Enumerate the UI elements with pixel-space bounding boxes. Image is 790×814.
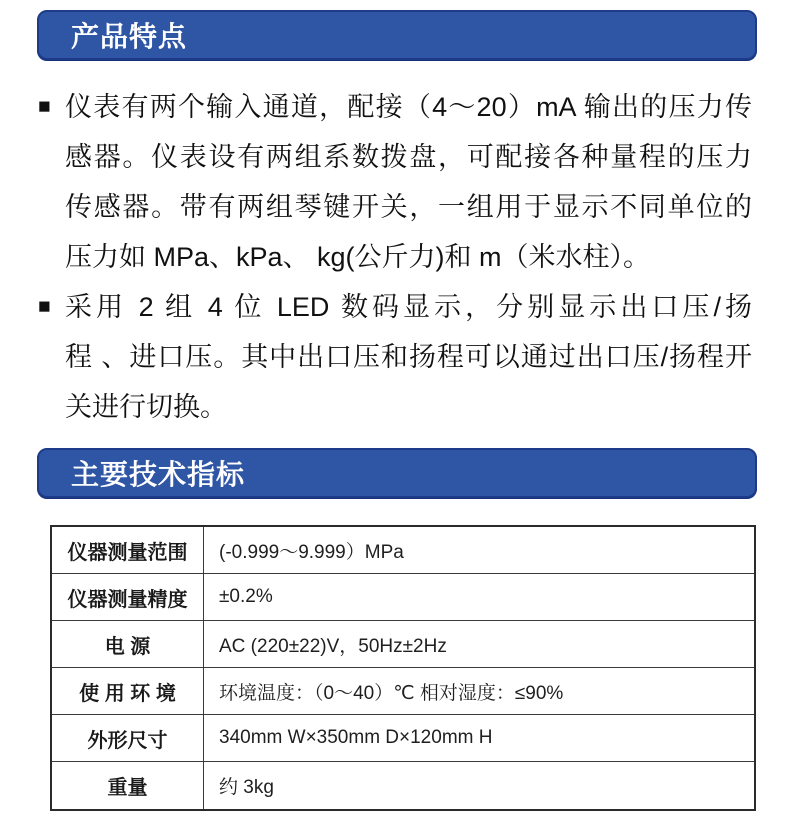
table-row <box>52 668 754 715</box>
spec-value: 340mm W×350mm D×120mm H <box>219 727 493 748</box>
spec-label: 重量 <box>52 762 204 809</box>
table-row <box>52 621 754 668</box>
specs-section-header <box>37 448 757 498</box>
table-row <box>52 527 754 574</box>
spec-label: 使 用 环 境 <box>52 668 204 714</box>
feature-text-line: 感器。仪表设有两组系数拨盘，可配接各种量程的压力 <box>65 142 752 172</box>
spec-label: 电 源 <box>52 621 204 667</box>
feature-text-line: 仪表有两个输入通道，配接（4～20）mA 输出的压力传 <box>65 92 752 122</box>
feature-text-line: 传感器。带有两组琴键开关，一组用于显示不同单位的 <box>65 192 752 222</box>
spec-value: AC (220±22)V，50Hz±2Hz <box>219 635 447 657</box>
feature-item <box>38 82 752 282</box>
feature-text-line: 关进行切换。 <box>65 392 227 422</box>
feature-text-line: 采用 2 组 4 位 LED 数码显示，分别显示出口压/扬 <box>65 292 752 322</box>
features-section-title: 产品特点 <box>71 21 188 52</box>
feature-item <box>38 282 752 432</box>
feature-text-line: 压力如 MPa、kPa、 kg(公斤力)和 m（米水柱）。 <box>65 242 651 272</box>
spec-label: 仪器测量范围 <box>52 527 204 573</box>
features-section-header <box>37 10 757 60</box>
specs-section-title: 主要技术指标 <box>71 459 246 490</box>
spec-label: 仪器测量精度 <box>52 574 204 620</box>
spec-value: (-0.999～9.999）MPa <box>219 541 404 563</box>
specs-table <box>50 525 756 811</box>
bullet-square-icon: ■ <box>38 95 51 118</box>
spec-label: 外形尺寸 <box>52 715 204 761</box>
table-row <box>52 762 754 809</box>
spec-value: ±0.2% <box>219 586 273 607</box>
spec-value: 约 3kg <box>219 777 274 798</box>
bullet-square-icon: ■ <box>38 295 51 318</box>
features-list <box>38 82 752 432</box>
feature-text-line: 程 、进口压。其中出口压和扬程可以通过出口压/扬程开 <box>65 342 752 372</box>
spec-value: 环境温度：（0～40）℃ 相对湿度：≤90% <box>219 682 564 704</box>
table-row <box>52 574 754 621</box>
table-row <box>52 715 754 762</box>
